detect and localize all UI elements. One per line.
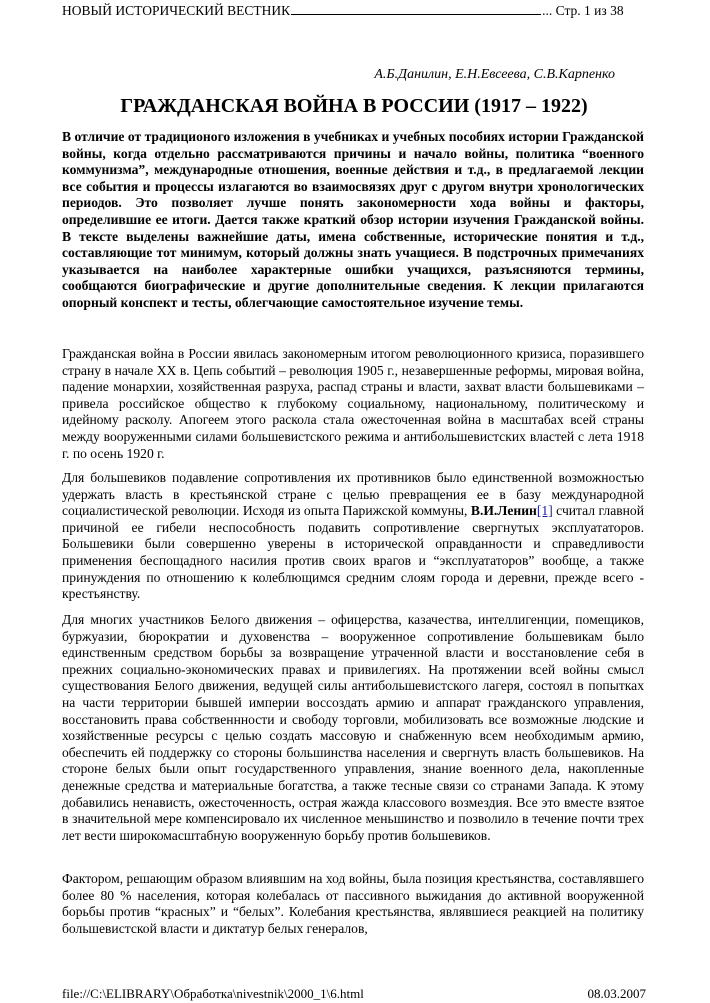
- authors: А.Б.Данилин, Е.Н.Евсеева, С.В.Карпенко: [374, 67, 615, 82]
- print-date: 08.03.2007: [587, 986, 646, 1001]
- page-header: [62, 3, 652, 19]
- paragraph-3: Для многих участников Белого движения – офицерства, казачества, интеллигенции, помещиков, буржуазии, бюрократии и духовенства – вооруженное сопротивление большевикам было единственным средством борьбы за возвращение утраченной власти и восстановление себя в прежних социально-экономических правах и привилегиях. На протяжении всей войны смысл существования Белого движения, ведущей силы антибольшевистского лагеря, состоял в попытках на части территории бывшей империи воссоздать армию и аппарат гражданского управления, восстановить права собственнности и свободу торговли, мобилизовать все возможные людские и хозяйственные ресурсы с целью создать массовую и снабженную всем необходимым армию, обеспечить ей поддержку со стороны большинства населения и свергнуть власть большевиков. На стороне белых были опыт государственного управления, знание военного дела, накопленные денежные средства и материальные богатства, а также тесные связи со странами Запада. К этому добавились ненависть, ожесточенность, острая жажда классового возмездия. Все это вместе взятое в значительной мере компенсировало их численное меньшинство и позволило в течение почти трех лет вести широкомасштабную вооруженную борьбу против большевиков.: [62, 612, 644, 843]
- paragraph-2-text-before: Для большевиков подавление сопротивления их противников было единственной возможностью удержать власть в крестьянской стране с целью превращения ее в базу международной социалистической революции. Исходя из опыта Парижской коммуны,: [62, 470, 644, 519]
- header-rule: [291, 3, 541, 15]
- paragraph-2-text-after: считал главной причиной ее гибели неспособность подавить сопротивление свергнутых эксплуататоров. Большевики были совершенно уверены в исторической оправданности и справедливости применения беспощадного насилия против своих врагов и “эксплуататоров” вообще, а также принуждения по отношению к колеблющимся средним слоям города и деревни, прежде всего - крестьянству.: [62, 503, 644, 602]
- footnote-link-1[interactable]: [1]: [536, 503, 553, 519]
- lenin-name: В.И.Ленин: [470, 503, 537, 519]
- paragraph-4: Фактором, решающим образом влиявшим на ход войны, была позиция крестьянства, составлявшего более 80 % населения, которая колебалась от пассивного выжидания до активной вооруженной борьбы против “красных” и “белых”. Колебания крестьянства, являвшиеся реакцией на политику большевистской власти и диктатур белых генералов,: [62, 871, 644, 936]
- paragraph-1: Гражданская война в России явилась закономерным итогом революционного кризиса, поразившего страну в начале XX в. Цепь событий – революция 1905 г., незавершенные реформы, мировая война, падение монархии, хозяйственная разруха, распад страны и власти, захват власти большевиками – привела российское общество к глубокому социальному, национальному, политическому и идейному расколу. Апогеем этого раскола стала ожесточенная война в масштабах всей страны между вооруженными силами большевистского режима и антибольшевистских властей с лета 1918 г. по осень 1920 г.: [62, 346, 644, 461]
- article-title: ГРАЖДАНСКАЯ ВОЙНА В РОССИИ (1917 – 1922): [120, 95, 588, 117]
- file-path: file://C:\ELIBRARY\Обработка\nivestnik\2000_1\6.html: [62, 986, 364, 1001]
- abstract: В отличие от традиционого изложения в учебниках и учебных пособиях истории Гражданской войны, когда отдельно рассматриваются причины и начало войны, политика “военного коммунизма”, международные отношения, военные действия и т.д., в предлагаемой лекции все события и процессы излагаются во взаимосвязях друг с другом внутри хронологических периодов. Это позволяет лучше понять закономерности хода войны и факторы, определившие ее итоги. Дается также краткий обзор истории изучения Гражданской войны. В тексте выделены важнейшие даты, имена собственные, исторические понятия и т.д., составляющие тот минимум, который должны знать учащиеся. В подстрочных примечаниях указывается на наиболее характерные ошибки учащихся, разъясняются термины, сообщаются биографические и другие дополнительные сведения. К лекции прилагаются опорный конспект и тесты, облегчающие самостоятельное изучение темы.: [62, 129, 644, 310]
- journal-title: НОВЫЙ ИСТОРИЧЕСКИЙ ВЕСТНИК: [62, 3, 291, 18]
- page-counter: ... Стр. 1 из 38: [542, 3, 624, 18]
- page-footer: [62, 986, 646, 1001]
- paragraph-2: [62, 470, 644, 603]
